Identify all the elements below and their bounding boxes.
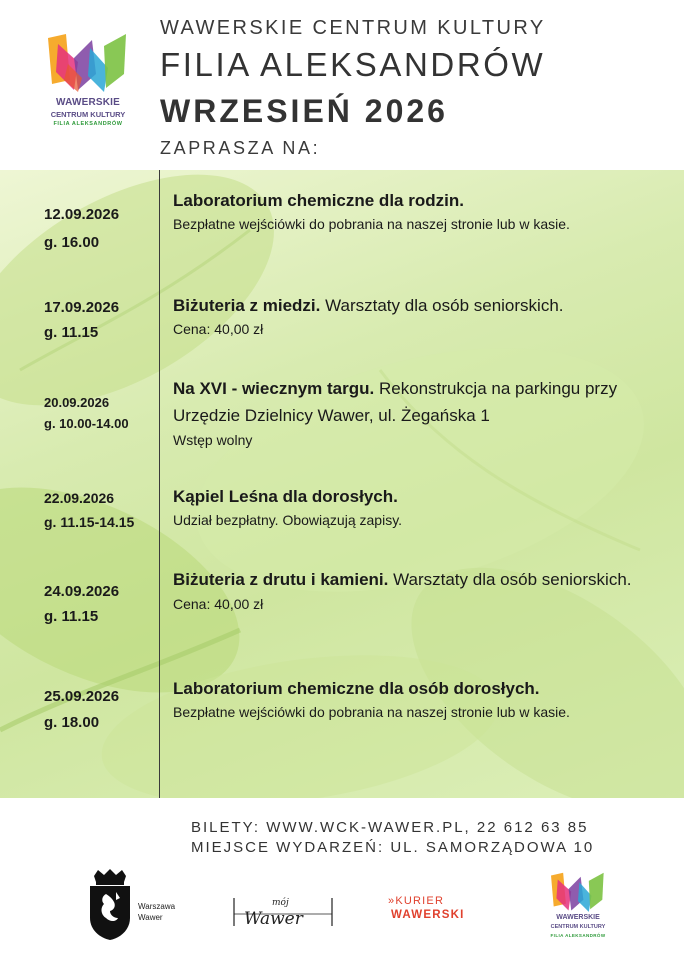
event-details [173, 484, 643, 532]
wawer-script-text: Wawer [244, 909, 303, 929]
wck-small-line3: FILIA ALEKSANDRÓW [550, 933, 606, 938]
event-title: Biżuteria z drutu i kamieni. [173, 570, 389, 589]
event-date: 24.09.2026 [44, 583, 120, 600]
wawerski-text: WAWERSKI [391, 909, 465, 921]
event-time: g. 11.15 [44, 324, 99, 341]
event-time: g. 16.00 [44, 234, 100, 251]
event-title: Laboratorium chemiczne dla osób dorosłych. [173, 679, 540, 698]
tickets-info: BILETY: WWW.WCK-WAWER.PL, 22 612 63 85 [191, 819, 589, 836]
event-subtitle: Warsztaty dla osób seniorskich. [388, 570, 632, 589]
event-title: Laboratorium chemiczne dla rodzin. [173, 191, 464, 210]
event-date-block [44, 204, 119, 254]
event-description: Bezpłatne wejściówki do pobrania na naszej stronie lub w kasie. [173, 216, 570, 232]
event-date-block [44, 686, 119, 734]
event-title-line [173, 375, 643, 429]
event-details [173, 375, 643, 452]
moj-wawer-logo [232, 894, 336, 930]
moj-wawer-signature-icon [232, 894, 336, 930]
event-details [173, 566, 643, 616]
event-title: Na XVI - wiecznym targu. [173, 379, 375, 398]
wck-w-mark-small-icon [551, 872, 605, 914]
event-date-block [44, 393, 129, 433]
wck-logo [42, 34, 132, 134]
event-description: Udział bezpłatny. Obowiązują zapisy. [173, 512, 403, 528]
event-title-line [173, 676, 643, 701]
logo-text-line3: FILIA ALEKSANDRÓW [53, 121, 123, 127]
branch-name: FILIA ALEKSANDRÓW [160, 46, 546, 83]
event-subtitle: Warsztaty dla osób seniorskich. [320, 296, 564, 315]
event-time: g. 18.00 [44, 714, 100, 731]
wck-small-line2: CENTRUM KULTURY [550, 924, 606, 930]
event-date-block [44, 297, 119, 344]
event-title: Kąpiel Leśna dla dorosłych. [173, 487, 398, 506]
event-title: Biżuteria z miedzi. [173, 296, 321, 315]
event-details [173, 293, 643, 341]
organization-name: WAWERSKIE CENTRUM KULTURY [160, 17, 546, 39]
invite-heading: ZAPRASZA NA: [160, 138, 321, 158]
warszawa-text: Warszawa [138, 902, 176, 911]
wck-footer-logo [548, 872, 608, 944]
event-details [173, 676, 643, 724]
event-date: 25.09.2026 [44, 688, 120, 705]
wck-small-line1: WAWERSKIE [556, 914, 600, 921]
kurier-word: KURIER [395, 895, 445, 907]
event-title-line [173, 484, 643, 509]
event-date: 20.09.2026 [44, 395, 110, 410]
event-description: Bezpłatne wejściówki do pobrania na naszej stronie lub w kasie. [173, 704, 570, 720]
event-description: Wstęp wolny [173, 432, 253, 448]
event-time: g. 11.15 [44, 608, 99, 625]
event-date: 17.09.2026 [44, 299, 120, 316]
logo-text-line2: CENTRUM KULTURY [50, 110, 126, 119]
warszawa-wawer-logo [86, 868, 196, 940]
poster-header [0, 0, 684, 170]
poster-month-title: WRZESIEŃ 2026 [160, 93, 448, 129]
event-date: 22.09.2026 [44, 490, 115, 506]
logo-text-line1: WAWERSKIE [55, 97, 121, 108]
event-title-line [173, 188, 643, 213]
event-time: g. 11.15-14.15 [44, 514, 135, 530]
kurier-wawerski-logo [388, 895, 488, 925]
wck-w-mark-icon [48, 34, 128, 94]
timeline-divider [159, 170, 160, 798]
warsaw-coat-of-arms-icon [86, 868, 134, 940]
event-title-line [173, 566, 643, 593]
moj-text: mój [272, 898, 289, 908]
event-details [173, 188, 643, 236]
event-date-block [44, 487, 134, 533]
wawer-text: Wawer [138, 913, 163, 922]
event-time: g. 10.00-14.00 [44, 416, 129, 431]
event-date-block [44, 581, 119, 628]
venue-info: MIEJSCE WYDARZEŃ: UL. SAMORZĄDOWA 10 [191, 839, 595, 856]
events-section [0, 170, 684, 798]
kurier-text: »KURIER [388, 895, 445, 907]
event-date: 12.09.2026 [44, 206, 120, 223]
event-subtitle: Rekonstrukcja na parkingu przy Urzędzie Dzielnicy Wawer, ul. Żegańska 1 [173, 379, 618, 425]
event-description: Cena: 40,00 zł [173, 596, 264, 612]
event-description: Cena: 40,00 zł [173, 321, 264, 337]
event-title-line [173, 293, 643, 318]
